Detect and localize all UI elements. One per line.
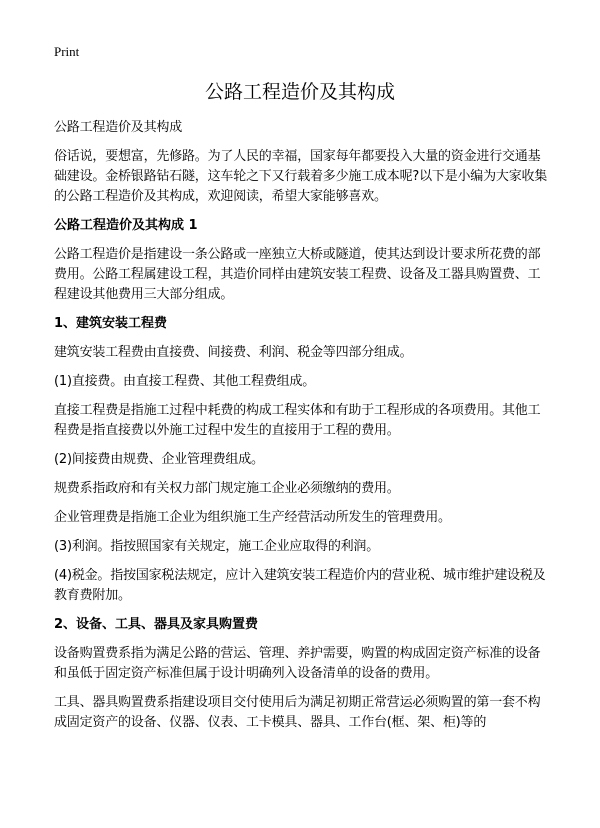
paragraph-direct-cost-detail: 直接工程费是指施工过程中耗费的构成工程实体和有助于工程形成的各项费用。其他工程费是指直接费以外施工过程中发生的直接用于工程的费用。 <box>54 403 541 438</box>
subtitle: 公路工程造价及其构成 <box>54 120 183 135</box>
paragraph-management-fee: 企业管理费是指施工企业为组织施工生产经营活动所发生的管理费用。 <box>54 510 451 525</box>
document-title: 公路工程造价及其构成 <box>204 81 395 103</box>
section-heading: 公路工程造价及其构成 1 <box>54 218 198 233</box>
intro-paragraph: 俗话说，要想富，先修路。为了人民的幸福，国家每年都要投入大量的资金进行交通基础建设。金桥银路钻石隧，这车轮之下又行载着多少施工成本呢?以下是小编为大家收集的公路工程造价及其构成，欢迎阅读，希望大家能够喜欢。 <box>54 149 548 204</box>
paragraph-tax: (4)税金。指按国家税法规定，应计入建筑安装工程造价内的营业税、城市维护建设税及教育费附加。 <box>54 568 546 603</box>
heading-construction-cost: 1、建筑安装工程费 <box>54 316 168 331</box>
paragraph-tools-purchase: 工具、器具购置费系指建设项目交付使用后为满足初期正常营运必须购置的第一套不构成固定资产的设备、仪器、仪表、工卡模具、器具、工作台(框、架、柜)等的 <box>54 695 541 730</box>
heading-equipment-cost: 2、设备、工具、器具及家具购置费 <box>54 617 259 632</box>
paragraph-profit: (3)利润。指按照国家有关规定，施工企业应取得的利润。 <box>54 539 380 554</box>
paragraph-equipment-purchase: 设备购置费系指为满足公路的营运、管理、养护需要，购置的构成固定资产标准的设备和虽低于固定资产标准但属于设计明确列入设备清单的设备的费用。 <box>54 646 541 681</box>
document-body <box>54 118 548 742</box>
paragraph-construction-components: 建筑安装工程费由直接费、间接费、利润、税金等四部分组成。 <box>54 345 413 360</box>
paragraph-fees: 规费系指政府和有关权力部门规定施工企业必须缴纳的费用。 <box>54 481 400 496</box>
paragraph-indirect-cost: (2)间接费由规费、企业管理费组成。 <box>54 452 264 467</box>
section-paragraph: 公路工程造价是指建设一条公路或一座独立大桥或隧道，使其达到设计要求所花费的部费用。公路工程属建设工程，其造价同样由建筑安装工程费、设备及工器具购置费、工程建设其他费用三大部分组成。 <box>54 247 541 302</box>
print-label: Print <box>54 44 80 59</box>
paragraph-direct-cost: (1)直接费。由直接工程费、其他工程费组成。 <box>54 374 316 389</box>
